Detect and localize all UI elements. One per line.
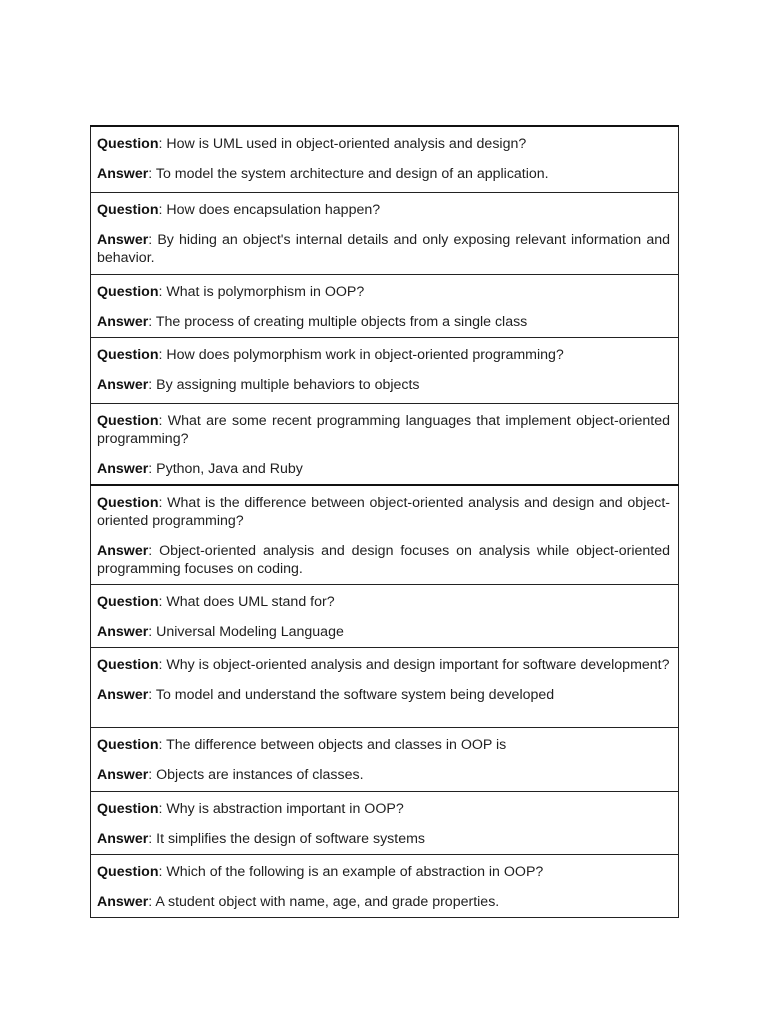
question-text: : What does UML stand for? [158, 594, 335, 610]
answer-line [97, 313, 670, 331]
table-row [91, 275, 679, 338]
answer-line [97, 893, 670, 911]
question-label: Question [97, 864, 159, 880]
answer-label: Answer [97, 624, 149, 640]
answer-text: : Python, Java and Ruby [148, 461, 303, 477]
question-label: Question [97, 347, 159, 363]
answer-label: Answer [97, 461, 149, 477]
question-line [97, 736, 670, 754]
question-line [97, 412, 670, 448]
table-row [91, 728, 679, 792]
table-row [91, 792, 679, 855]
answer-text: : A student object with name, age, and grade properties. [148, 894, 500, 910]
question-line [97, 283, 670, 301]
qa-cell [91, 338, 679, 404]
qa-cell [91, 855, 679, 918]
question-text: : Which of the following is an example of abstraction in OOP? [158, 864, 544, 880]
answer-line [97, 686, 670, 704]
question-text: : What is polymorphism in OOP? [158, 284, 365, 300]
question-label: Question [97, 202, 159, 218]
table-row [91, 648, 679, 728]
question-text: : Why is abstraction important in OOP? [158, 801, 404, 817]
qa-cell [91, 404, 679, 486]
qa-cell [91, 193, 679, 275]
qa-cell [91, 792, 679, 855]
question-label: Question [97, 594, 159, 610]
answer-line [97, 231, 670, 267]
answer-label: Answer [97, 831, 149, 847]
table-row [91, 585, 679, 648]
table-row [91, 126, 679, 193]
table-row [91, 193, 679, 275]
answer-label: Answer [97, 687, 149, 703]
table-row [91, 338, 679, 404]
answer-label: Answer [97, 767, 149, 783]
table-row [91, 855, 679, 918]
answer-line [97, 766, 670, 784]
qa-cell [91, 585, 679, 648]
answer-text: : Object-oriented analysis and design focuses on analysis while object-oriented programming focuses on coding. [97, 543, 670, 577]
answer-text: : By assigning multiple behaviors to objects [148, 377, 420, 393]
question-text: : What are some recent programming languages that implement object-oriented programming? [97, 413, 670, 447]
question-label: Question [97, 284, 159, 300]
question-label: Question [97, 657, 159, 673]
answer-label: Answer [97, 377, 149, 393]
question-line [97, 863, 670, 881]
answer-line [97, 460, 670, 478]
question-label: Question [97, 737, 159, 753]
question-label: Question [97, 495, 159, 511]
answer-line [97, 376, 670, 394]
question-line [97, 135, 670, 153]
question-label: Question [97, 413, 159, 429]
question-text: : Why is object-oriented analysis and design important for software development? [158, 657, 670, 673]
question-line [97, 201, 670, 219]
qa-cell [91, 126, 679, 193]
qa-cell [91, 485, 679, 585]
question-line [97, 593, 670, 611]
answer-label: Answer [97, 232, 149, 248]
qa-table [90, 125, 679, 918]
answer-text: : To model the system architecture and design of an application. [148, 166, 549, 182]
question-line [97, 494, 670, 530]
answer-text: : To model and understand the software system being developed [148, 687, 555, 703]
question-line [97, 656, 670, 674]
question-label: Question [97, 136, 159, 152]
question-text: : How is UML used in object-oriented analysis and design? [158, 136, 527, 152]
answer-text: : The process of creating multiple objects from a single class [148, 314, 528, 330]
qa-cell [91, 648, 679, 728]
answer-line [97, 830, 670, 848]
answer-text: : Objects are instances of classes. [148, 767, 364, 783]
question-text: : The difference between objects and classes in OOP is [158, 737, 507, 753]
question-text: : What is the difference between object-oriented analysis and design and object-oriented programming? [97, 495, 670, 529]
answer-text: : Universal Modeling Language [148, 624, 344, 640]
answer-text: : By hiding an object's internal details and only exposing relevant information and behavior. [97, 232, 670, 266]
answer-label: Answer [97, 894, 149, 910]
qa-cell [91, 275, 679, 338]
question-line [97, 346, 670, 364]
qa-cell [91, 728, 679, 792]
question-text: : How does encapsulation happen? [158, 202, 381, 218]
answer-label: Answer [97, 543, 149, 559]
answer-label: Answer [97, 166, 149, 182]
answer-line [97, 542, 670, 578]
question-label: Question [97, 801, 159, 817]
question-line [97, 800, 670, 818]
question-text: : How does polymorphism work in object-oriented programming? [158, 347, 564, 363]
answer-line [97, 165, 670, 183]
table-row [91, 485, 679, 585]
answer-label: Answer [97, 314, 149, 330]
table-row [91, 404, 679, 486]
answer-text: : It simplifies the design of software systems [148, 831, 426, 847]
answer-line [97, 623, 670, 641]
